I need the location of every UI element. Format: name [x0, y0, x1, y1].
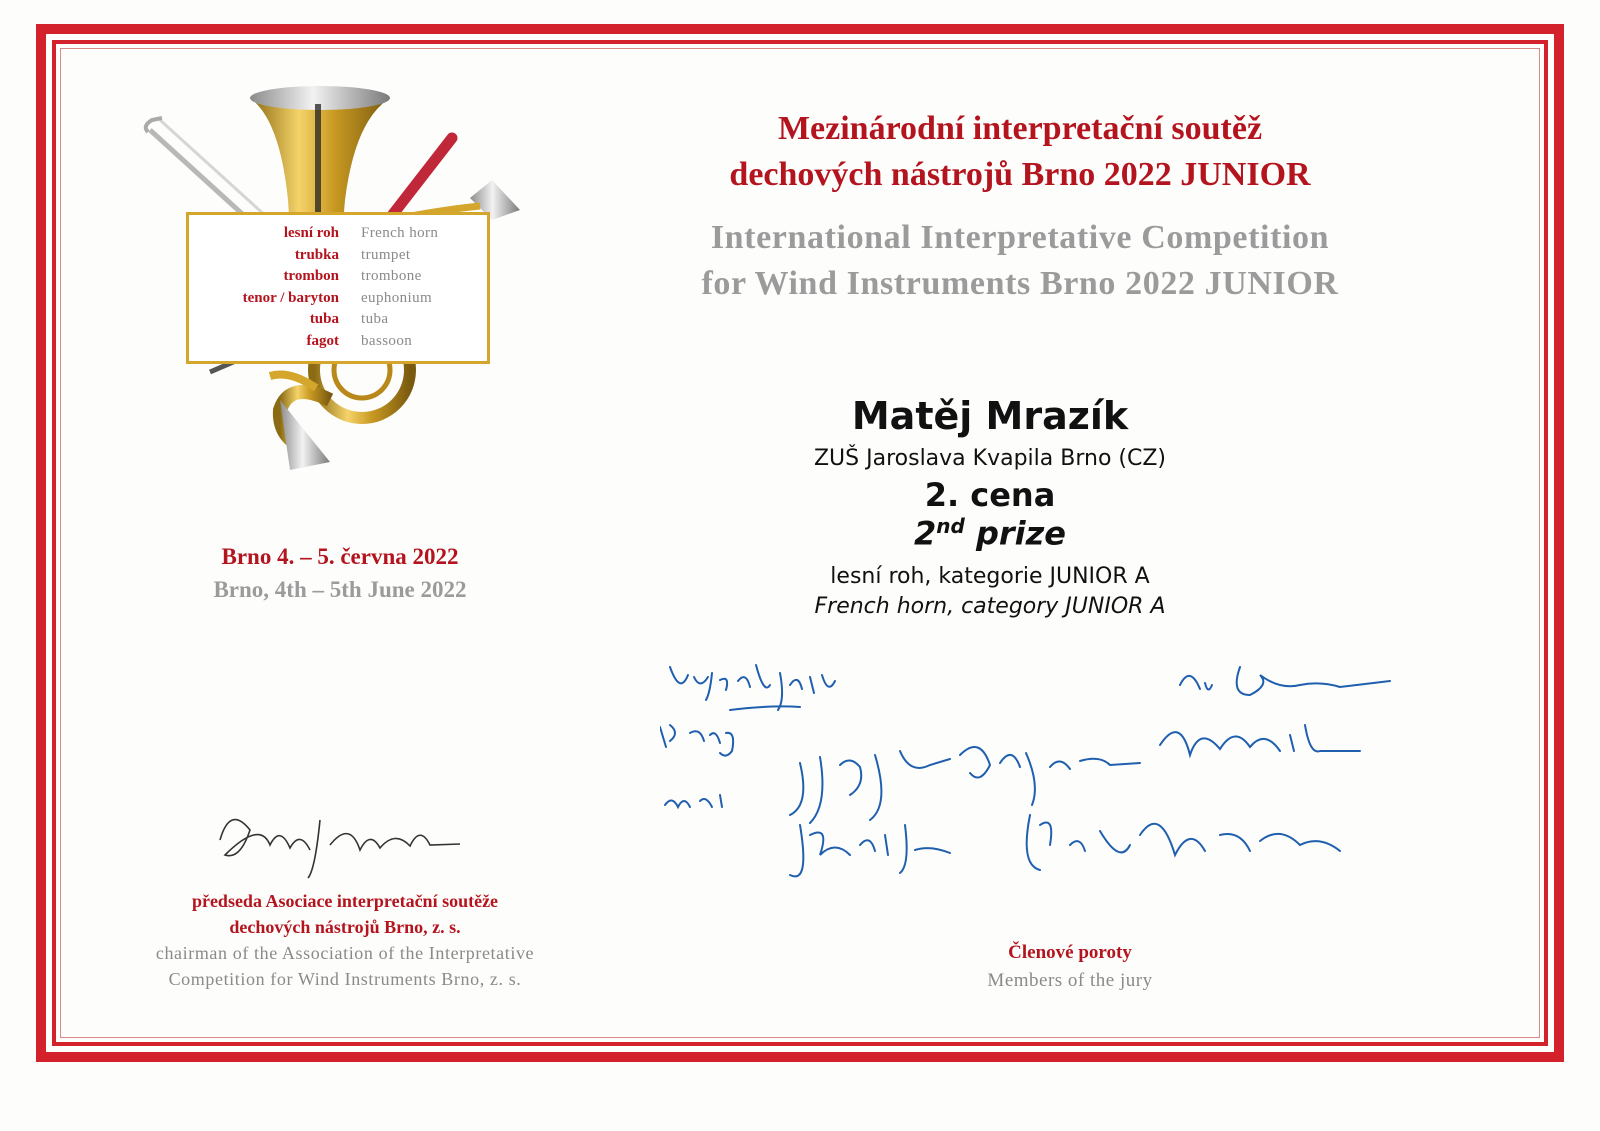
instrument-name-cz: tenor / baryton	[242, 289, 339, 306]
instrument-row	[199, 266, 477, 288]
instrument-name-cz: tuba	[309, 311, 339, 328]
competition-date-cz: Brno 4. – 5. června 2022	[221, 544, 459, 569]
title-cz-line2: dechových nástrojů Brno 2022 JUNIOR	[729, 156, 1311, 193]
instrument-name-cz: lesní roh	[283, 225, 339, 242]
prize-en-number: 2	[914, 514, 937, 553]
chairman-en-line1: chairman of the Association of the Interpretative	[155, 943, 535, 963]
jury-signatures	[660, 655, 1410, 895]
title-cz-line1: Mezinárodní interpretační soutěž	[777, 110, 1263, 147]
chairman-signature	[210, 800, 470, 880]
laureate-name: Matěj Mrazík	[851, 394, 1129, 438]
prize-en-word: prize	[964, 514, 1066, 553]
chairman-title-en	[100, 940, 590, 992]
instrument-row	[199, 331, 477, 353]
instrument-name-en: trombone	[361, 268, 422, 285]
competition-title-cz	[660, 106, 1380, 198]
prize-cz: 2. cena	[924, 476, 1056, 514]
instrument-row	[199, 288, 477, 310]
instrument-row	[199, 309, 477, 331]
instrument-row	[199, 223, 477, 245]
chairman-title-cz	[110, 888, 580, 940]
instrument-name-en: euphonium	[361, 289, 433, 306]
chairman-cz-line1: předseda Asociace interpretační soutěže	[191, 891, 499, 911]
instrument-name-cz: trombon	[283, 268, 339, 285]
instrument-row	[199, 245, 477, 267]
prize-en	[700, 514, 1280, 553]
jury-label-cz: Členové poroty	[1008, 942, 1132, 963]
category-cz: lesní roh, kategorie JUNIOR A	[830, 564, 1150, 589]
chairman-cz-line2: dechových nástrojů Brno, z. s.	[229, 917, 461, 937]
instrument-name-en: bassoon	[361, 332, 413, 349]
instrument-list-box	[186, 212, 490, 364]
prize-en-suffix: nd	[936, 514, 965, 538]
jury-label-en: Members of the jury	[987, 970, 1153, 991]
instrument-name-en: French horn	[361, 225, 439, 242]
competition-date-en: Brno, 4th – 5th June 2022	[213, 577, 467, 602]
instrument-name-en: tuba	[361, 311, 389, 328]
instrument-name-cz: trubka	[294, 246, 339, 263]
instrument-name-en: trumpet	[361, 246, 411, 263]
competition-title-en	[660, 215, 1380, 307]
category-en: French horn, category JUNIOR A	[814, 594, 1166, 619]
title-en-line2: for Wind Instruments Brno 2022 JUNIOR	[701, 265, 1339, 302]
title-en-line1: International Interpretative Competition	[710, 219, 1330, 256]
instrument-name-cz: fagot	[306, 332, 339, 349]
laureate-school: ZUŠ Jaroslava Kvapila Brno (CZ)	[813, 446, 1166, 471]
chairman-en-line2: Competition for Wind Instruments Brno, z. s.	[168, 969, 522, 989]
